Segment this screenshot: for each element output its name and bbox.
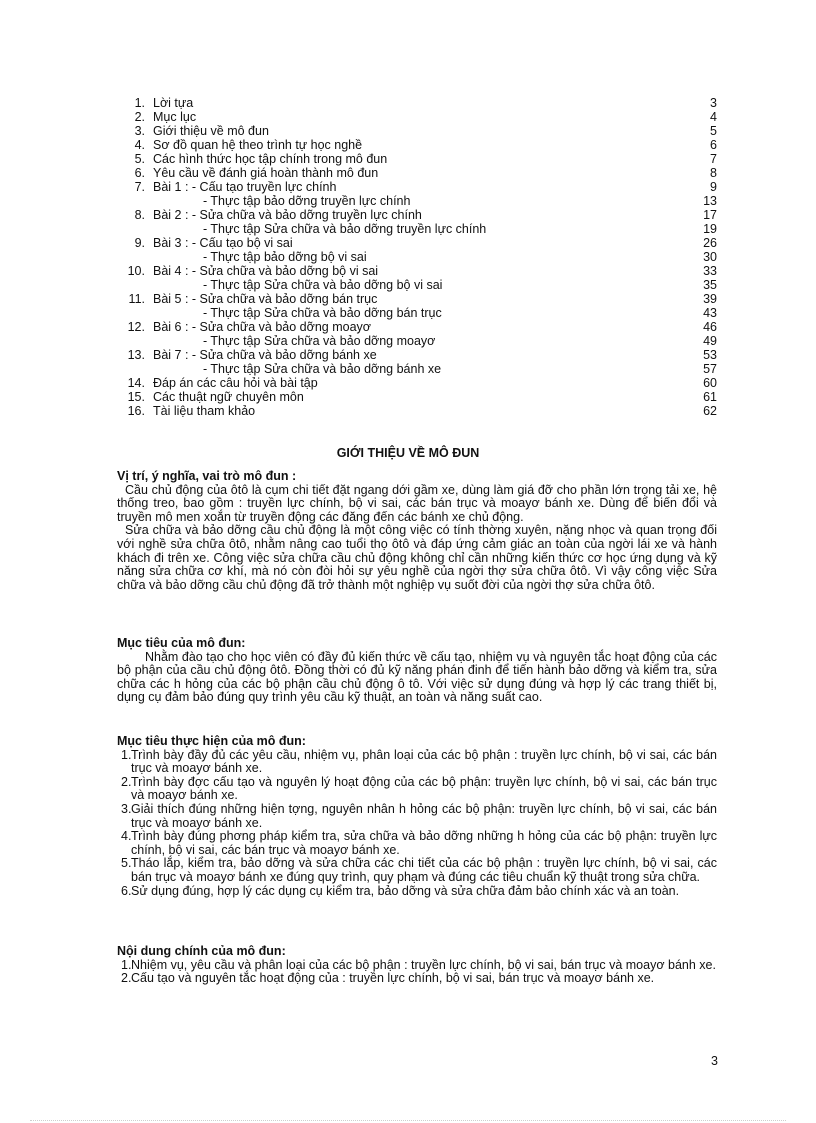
toc-page: 30 xyxy=(703,250,717,264)
toc-title: - Thực tập Sửa chữa và bảo dỡng bánh xe xyxy=(203,362,442,376)
toc-page: 8 xyxy=(710,166,717,180)
toc-page: 53 xyxy=(703,348,717,362)
toc-title: Bài 6 : - Sửa chữa và bảo dỡng moayơ xyxy=(153,320,371,334)
objective-paragraph: Nhằm đào tạo cho học viên có đầy đủ kiến thức về cấu tạo, nhiệm vụ và nguyên tắc hoạt động của các bộ phận của cầu chủ động ôtô. Đồng thời có đủ kỹ năng phán đinh để tiến hành bảo dỡng và kiểm tra, sửa chữa các h hỏng của các bộ phận cầu chủ động ô tô. Với việc sử dụng đúng và hợp lý các trang thiết bị, dụng cụ đảm bảo đúng quy trình yêu cầu kỹ thuật, an toàn và năng suất cao. xyxy=(117,649,717,705)
toc-page: 43 xyxy=(703,306,717,320)
list-item-text: Trình bày đợc cấu tạo và nguyên lý hoạt động của các bộ phận: truyền lực chính, bộ vi sai, các bán trục và moayơ bánh xe. xyxy=(131,774,717,803)
page-number: 3 xyxy=(711,1054,718,1068)
toc-row xyxy=(117,250,717,264)
list-item xyxy=(117,830,717,857)
toc-row xyxy=(117,362,717,376)
list-item xyxy=(117,749,717,776)
position-heading: Vị trí, ý nghĩa, vai trò mô đun : xyxy=(117,469,297,483)
toc-title: Các hình thức học tập chính trong mô đun xyxy=(153,152,388,166)
toc-page: 60 xyxy=(703,376,717,390)
toc-number: 2. xyxy=(134,110,145,124)
performance-list xyxy=(117,749,717,899)
toc-number: 16. xyxy=(127,404,145,418)
toc-number: 6. xyxy=(134,166,145,180)
toc-row xyxy=(117,138,717,152)
list-item-text: Trình bày đúng phơng pháp kiểm tra, sửa chữa và bảo dỡng những h hỏng của các bộ phận: truyền lực chính, bộ vi sai, các bán trục và moayơ bánh xe. xyxy=(131,829,717,857)
toc-title: Mục lục xyxy=(153,110,197,124)
list-item xyxy=(117,776,717,803)
toc-title: Tài liệu tham khảo xyxy=(153,404,256,418)
toc-page: 7 xyxy=(710,152,717,166)
list-item-text: Sử dụng đúng, hợp lý các dụng cụ kiểm tra, bảo dỡng và sửa chữa đảm bảo chính xác và an toàn. xyxy=(131,883,680,898)
toc-row xyxy=(117,292,717,306)
section-title: GIỚI THIỆU VỀ MÔ ĐUN xyxy=(336,446,480,460)
toc-row xyxy=(117,278,717,292)
toc-page: 17 xyxy=(703,208,717,222)
list-item-text: Cấu tạo và nguyên tắc hoạt động của : truyền lực chính, bộ vi sai, bán trục và moayơ bánh xe. xyxy=(131,971,655,986)
toc-number: 9. xyxy=(134,236,145,250)
toc-number: 13. xyxy=(127,348,145,362)
toc-title: Lời tựa xyxy=(153,96,194,110)
list-item xyxy=(117,803,717,830)
toc-page: 57 xyxy=(703,362,717,376)
list-item xyxy=(117,857,717,884)
toc-title: Đáp án các câu hỏi và bài tập xyxy=(153,376,318,390)
toc-row xyxy=(117,166,717,180)
toc-row xyxy=(117,376,717,390)
toc-title: Giới thiệu về mô đun xyxy=(153,124,269,138)
list-item-number: 1. xyxy=(121,957,132,972)
list-item-number: 1. xyxy=(121,747,132,762)
list-item-number: 2. xyxy=(121,971,132,986)
list-item-number: 2. xyxy=(121,774,132,789)
toc-row xyxy=(117,208,717,222)
toc-row xyxy=(117,96,717,110)
toc-row xyxy=(117,348,717,362)
toc-number: 12. xyxy=(127,320,145,334)
toc-row xyxy=(117,306,717,320)
toc-page: 13 xyxy=(703,194,717,208)
toc-row xyxy=(117,264,717,278)
toc-row xyxy=(117,152,717,166)
toc-number: 4. xyxy=(134,138,145,152)
toc-page: 46 xyxy=(703,320,717,334)
position-paragraph-1: Cầu chủ động của ôtô là cụm chi tiết đặt ngang dới gầm xe, dùng làm giá đỡ cho phần lớn trọng tải xe, hệ thống treo, bao gồm : truyền lực chính, bộ vi sai, các bán trục và moayơ bánh xe. Dùng để biến đổi và truyền mô men xoắn từ truyền động các đăng đến các bánh xe chủ động. xyxy=(117,482,717,524)
list-item-text: Nhiệm vụ, yêu cầu và phân loại của các bộ phận : truyền lực chính, bộ vi sai, bán trục và moayơ bánh xe. xyxy=(131,957,716,972)
toc-row xyxy=(117,124,717,138)
toc-row xyxy=(117,110,717,124)
list-item-number: 5. xyxy=(121,856,132,871)
toc-page: 5 xyxy=(710,124,717,138)
toc-row xyxy=(117,320,717,334)
list-item-number: 4. xyxy=(121,829,132,844)
toc-title: Bài 7 : - Sửa chữa và bảo dỡng bánh xe xyxy=(153,348,377,362)
toc-page: 39 xyxy=(703,292,717,306)
toc-page: 19 xyxy=(703,222,717,236)
table-of-contents xyxy=(117,96,717,418)
toc-title: - Thực tập Sửa chữa và bảo dỡng bộ vi sai xyxy=(203,278,443,292)
toc-number: 10. xyxy=(127,264,145,278)
toc-row xyxy=(117,404,717,418)
toc-number: 1. xyxy=(134,96,145,110)
toc-title: Bài 1 : - Cấu tạo truyền lực chính xyxy=(153,180,337,194)
toc-number: 14. xyxy=(127,376,145,390)
list-item-text: Tháo lắp, kiểm tra, bảo dỡng và sửa chữa các chi tiết của các bộ phận : truyền lực chính, bộ vi sai, các bán trục và moayơ bánh xe đúng quy trình, quy phạm và đúng các tiêu chuẩn kỹ thuật trong sửa chữa. xyxy=(131,856,717,884)
position-paragraph-2: Sửa chữa và bảo dỡng cầu chủ động là một công việc có tính thờng xuyên, nặng nhọc và quan trọng đối với nghề sửa chữa ôtô, nhằm nâng cao tuổi thọ ôtô và đáp ứng cảm giác an toàn của ngời lái xe và hành khách đi trên xe. Công việc sửa chữa cầu chủ động không chỉ cần những kiến thức cơ học ứng dụng và kỹ năng sửa chữa cơ khí, mà nó còn đòi hỏi sự yêu nghề của ngời thợ sửa chữa ôtô. Vì vậy công việc Sửa chữa và bảo dỡng cầu chủ động đã trở thành một nghiệp vụ suốt đời của ngời thợ sửa chữa ôtô. xyxy=(117,523,717,592)
toc-page: 33 xyxy=(703,264,717,278)
toc-row xyxy=(117,222,717,236)
toc-number: 8. xyxy=(134,208,145,222)
toc-title: - Thực tập Sửa chữa và bảo dỡng moayơ xyxy=(203,334,436,348)
toc-number: 7. xyxy=(134,180,145,194)
toc-row xyxy=(117,236,717,250)
performance-section xyxy=(117,735,717,898)
main-content-heading: Nội dung chính của mô đun: xyxy=(117,944,286,958)
toc-page: 61 xyxy=(703,390,717,404)
toc-title: - Thực tập Sửa chữa và bảo dỡng truyền lực chính xyxy=(203,222,487,236)
toc-title: Bài 3 : - Cấu tạo bộ vi sai xyxy=(153,236,293,250)
toc-page: 3 xyxy=(710,96,717,110)
position-section xyxy=(117,470,717,592)
toc-page: 49 xyxy=(703,334,717,348)
toc-row xyxy=(117,334,717,348)
toc-number: 15. xyxy=(127,390,145,404)
footer-divider xyxy=(30,1120,786,1121)
toc-title: Bài 2 : - Sửa chữa và bảo dỡng truyền lực chính xyxy=(153,208,422,222)
toc-number: 5. xyxy=(134,152,145,166)
list-item xyxy=(117,885,717,899)
toc-title: - Thực tập bảo dỡng truyền lực chính xyxy=(203,194,411,208)
toc-title: Yêu cầu về đánh giá hoàn thành mô đun xyxy=(153,166,379,180)
list-item-number: 3. xyxy=(121,801,132,816)
list-item xyxy=(117,972,717,986)
toc-row xyxy=(117,180,717,194)
objective-heading: Mục tiêu của mô đun: xyxy=(117,636,246,650)
toc-title: - Thực tập Sửa chữa và bảo dỡng bán trục xyxy=(203,306,442,320)
toc-page: 62 xyxy=(703,404,717,418)
performance-heading: Mục tiêu thực hiện của mô đun: xyxy=(117,734,306,748)
toc-page: 6 xyxy=(710,138,717,152)
objective-section xyxy=(117,637,717,705)
toc-number: 11. xyxy=(128,292,145,306)
toc-title: Bài 4 : - Sửa chữa và bảo dỡng bộ vi sai xyxy=(153,264,379,278)
toc-row xyxy=(117,390,717,404)
toc-number: 3. xyxy=(134,124,145,138)
list-item-number: 6. xyxy=(121,883,132,898)
toc-title: Bài 5 : - Sửa chữa và bảo dỡng bán trục xyxy=(153,292,378,306)
toc-title: Sơ đồ quan hệ theo trình tự học nghề xyxy=(153,138,363,152)
toc-page: 9 xyxy=(710,180,717,194)
toc-page: 4 xyxy=(710,110,717,124)
main-content-list xyxy=(117,959,717,986)
toc-title: - Thực tập bảo dỡng bộ vi sai xyxy=(203,250,367,264)
toc-title: Các thuật ngữ chuyên môn xyxy=(153,390,304,404)
list-item-text: Trình bày đầy đủ các yêu cầu, nhiệm vụ, phân loại của các bộ phận : truyền lực chính, bộ vi sai, các bán trục và moayơ bánh xe. xyxy=(131,747,717,776)
main-content-section xyxy=(117,945,717,986)
toc-page: 35 xyxy=(703,278,717,292)
toc-row xyxy=(117,194,717,208)
list-item-text: Giải thích đúng những hiện tợng, nguyên nhân h hỏng các bộ phận: truyền lực chính, bộ vi sai, các bán trục và moayơ bánh xe. xyxy=(131,801,717,830)
toc-page: 26 xyxy=(703,236,717,250)
